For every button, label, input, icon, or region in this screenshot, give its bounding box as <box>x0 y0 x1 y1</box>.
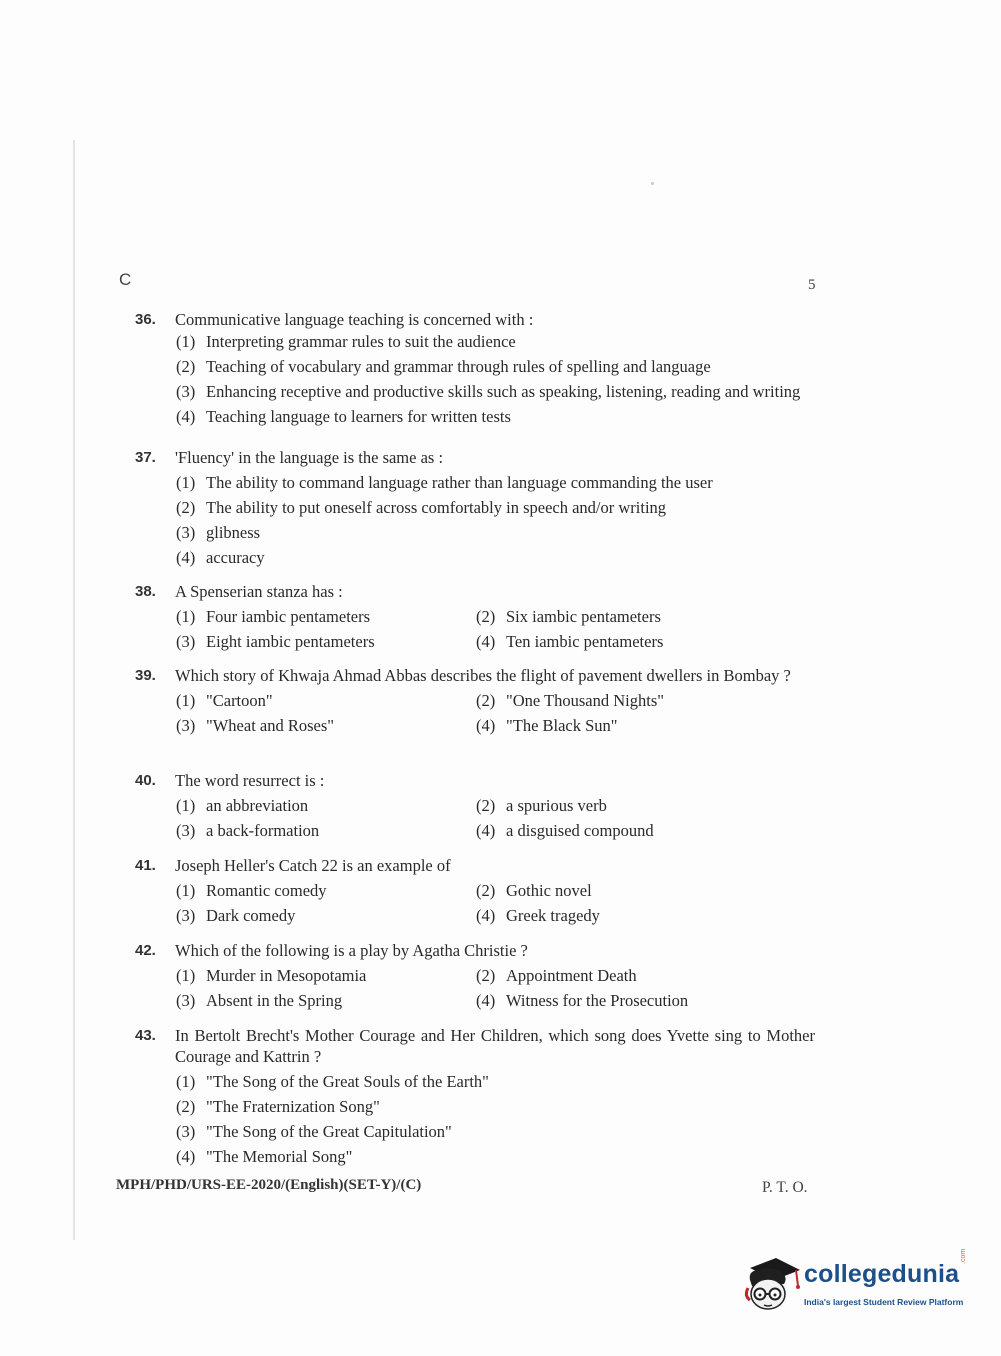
option-3 <box>176 990 476 1011</box>
margin-rule <box>73 140 75 1240</box>
question-number: 36. <box>135 311 156 328</box>
option-label: (1) <box>176 796 196 815</box>
option-text: "One Thousand Nights" <box>506 691 664 710</box>
question-40 <box>135 770 815 841</box>
question-number: 40. <box>135 772 156 789</box>
logo-suffix: .com <box>960 1248 967 1264</box>
option-4 <box>476 715 816 736</box>
page-number: 5 <box>808 277 816 293</box>
option-3 <box>176 905 476 926</box>
question-43 <box>135 1025 815 1171</box>
option-text: "The Fraternization Song" <box>206 1097 380 1116</box>
option-2 <box>476 880 816 901</box>
option-label: (1) <box>176 881 196 900</box>
option-label: (2) <box>476 881 496 900</box>
option-label: (4) <box>176 407 196 426</box>
option-2 <box>476 606 816 627</box>
option-1 <box>176 690 476 711</box>
question-text: Communicative language teaching is concerned with : <box>175 310 534 329</box>
question-text: Which story of Khwaja Ahmad Abbas describes the flight of pavement dwellers in Bombay ? <box>175 666 791 685</box>
option-label: (2) <box>176 357 196 376</box>
question-38 <box>135 581 815 652</box>
question-text: In Bertolt Brecht's Mother Courage and Her Children, which song does Yvette sing to Mother Courage and Kattrin ? <box>175 1026 815 1066</box>
option-3 <box>176 715 476 736</box>
question-number: 39. <box>135 667 156 684</box>
option-text: Four iambic pentameters <box>206 607 371 626</box>
question-number: 38. <box>135 583 156 600</box>
option-text: Enhancing receptive and productive skills such as speaking, listening, reading and writing <box>206 382 801 401</box>
option-text: Interpreting grammar rules to suit the audience <box>206 332 516 351</box>
option-4 <box>176 547 815 568</box>
option-label: (2) <box>176 498 196 517</box>
option-1 <box>176 472 815 493</box>
option-text: an abbreviation <box>206 796 309 815</box>
option-1 <box>176 331 815 352</box>
option-2 <box>176 497 815 518</box>
option-label: (2) <box>476 796 496 815</box>
option-text: a back-formation <box>206 821 320 840</box>
option-text: "The Song of the Great Souls of the Earth" <box>206 1072 489 1091</box>
option-3 <box>176 1121 815 1142</box>
option-3 <box>176 631 476 652</box>
option-2 <box>176 1096 815 1117</box>
option-2 <box>476 795 816 816</box>
logo-wordmark: collegedunia <box>804 1260 960 1288</box>
option-label: (1) <box>176 691 196 710</box>
option-label: (4) <box>476 906 496 925</box>
question-number: 42. <box>135 942 156 959</box>
option-4 <box>176 1146 815 1167</box>
option-label: (4) <box>176 1147 196 1166</box>
collegedunia-logo <box>742 1248 972 1322</box>
question-text: A Spenserian stanza has : <box>175 582 343 601</box>
option-text: Romantic comedy <box>206 881 327 900</box>
question-text: The word resurrect is : <box>175 771 325 790</box>
option-text: Greek tragedy <box>506 906 600 925</box>
option-1 <box>176 1071 815 1092</box>
option-text: Absent in the Spring <box>206 991 343 1010</box>
option-label: (4) <box>476 991 496 1010</box>
option-text: a disguised compound <box>506 821 654 840</box>
option-label: (2) <box>476 966 496 985</box>
option-text: The ability to put oneself across comfortably in speech and/or writing <box>206 498 667 517</box>
option-label: (2) <box>176 1097 196 1116</box>
option-label: (4) <box>176 548 196 567</box>
option-label: (3) <box>176 523 196 542</box>
question-text: Which of the following is a play by Agatha Christie ? <box>175 941 528 960</box>
question-number: 41. <box>135 857 156 874</box>
option-text: Ten iambic pentameters <box>506 632 664 651</box>
option-text: "The Black Sun" <box>506 716 618 735</box>
option-2 <box>476 690 816 711</box>
option-label: (1) <box>176 332 196 351</box>
option-1 <box>176 795 476 816</box>
please-turn-over: P. T. O. <box>762 1179 808 1196</box>
option-text: a spurious verb <box>506 796 607 815</box>
option-4 <box>476 905 816 926</box>
option-3 <box>176 381 811 402</box>
scan-speck <box>651 182 654 185</box>
option-label: (1) <box>176 607 196 626</box>
option-4 <box>476 820 816 841</box>
question-text: Joseph Heller's Catch 22 is an example of <box>175 856 451 875</box>
option-label: (3) <box>176 991 196 1010</box>
option-text: Eight iambic pentameters <box>206 632 375 651</box>
question-39 <box>135 665 815 736</box>
option-text: The ability to command language rather than language commanding the user <box>206 473 713 492</box>
option-text: Six iambic pentameters <box>506 607 661 626</box>
option-text: "The Memorial Song" <box>206 1147 353 1166</box>
option-text: accuracy <box>206 548 265 567</box>
mascot-icon <box>742 1252 802 1316</box>
option-label: (3) <box>176 382 196 401</box>
question-37 <box>135 447 815 572</box>
option-text: glibness <box>206 523 261 542</box>
question-number: 37. <box>135 449 156 466</box>
option-text: Teaching of vocabulary and grammar through rules of spelling and language <box>206 357 711 376</box>
exam-code: MPH/PHD/URS-EE-2020/(English)(SET-Y)/(C) <box>116 1177 422 1193</box>
question-number: 43. <box>135 1027 156 1044</box>
option-text: "Cartoon" <box>206 691 273 710</box>
option-label: (2) <box>476 691 496 710</box>
set-letter: C <box>119 270 132 289</box>
question-41 <box>135 855 815 926</box>
logo-tagline: India's largest Student Review Platform <box>804 1297 964 1307</box>
option-label: (4) <box>476 821 496 840</box>
option-1 <box>176 965 476 986</box>
option-3 <box>176 522 815 543</box>
option-text: Appointment Death <box>506 966 637 985</box>
option-label: (4) <box>476 716 496 735</box>
question-36 <box>135 309 815 431</box>
option-2 <box>176 356 815 377</box>
option-text: "Wheat and Roses" <box>206 716 335 735</box>
option-label: (3) <box>176 906 196 925</box>
option-label: (1) <box>176 473 196 492</box>
option-label: (1) <box>176 1072 196 1091</box>
option-1 <box>176 606 476 627</box>
option-text: "The Song of the Great Capitulation" <box>206 1122 452 1141</box>
option-text: Witness for the Prosecution <box>506 991 689 1010</box>
option-4 <box>176 406 815 427</box>
option-text: Teaching language to learners for written tests <box>206 407 511 426</box>
option-3 <box>176 820 476 841</box>
option-4 <box>476 631 816 652</box>
option-label: (4) <box>476 632 496 651</box>
option-label: (3) <box>176 716 196 735</box>
option-label: (2) <box>476 607 496 626</box>
option-label: (1) <box>176 966 196 985</box>
option-label: (3) <box>176 632 196 651</box>
option-4 <box>476 990 816 1011</box>
option-2 <box>476 965 816 986</box>
option-text: Murder in Mesopotamia <box>206 966 367 985</box>
question-42 <box>135 940 815 1011</box>
option-label: (3) <box>176 821 196 840</box>
option-text: Dark comedy <box>206 906 296 925</box>
option-1 <box>176 880 476 901</box>
option-text: Gothic novel <box>506 881 592 900</box>
question-text: 'Fluency' in the language is the same as : <box>175 448 444 467</box>
option-label: (3) <box>176 1122 196 1141</box>
